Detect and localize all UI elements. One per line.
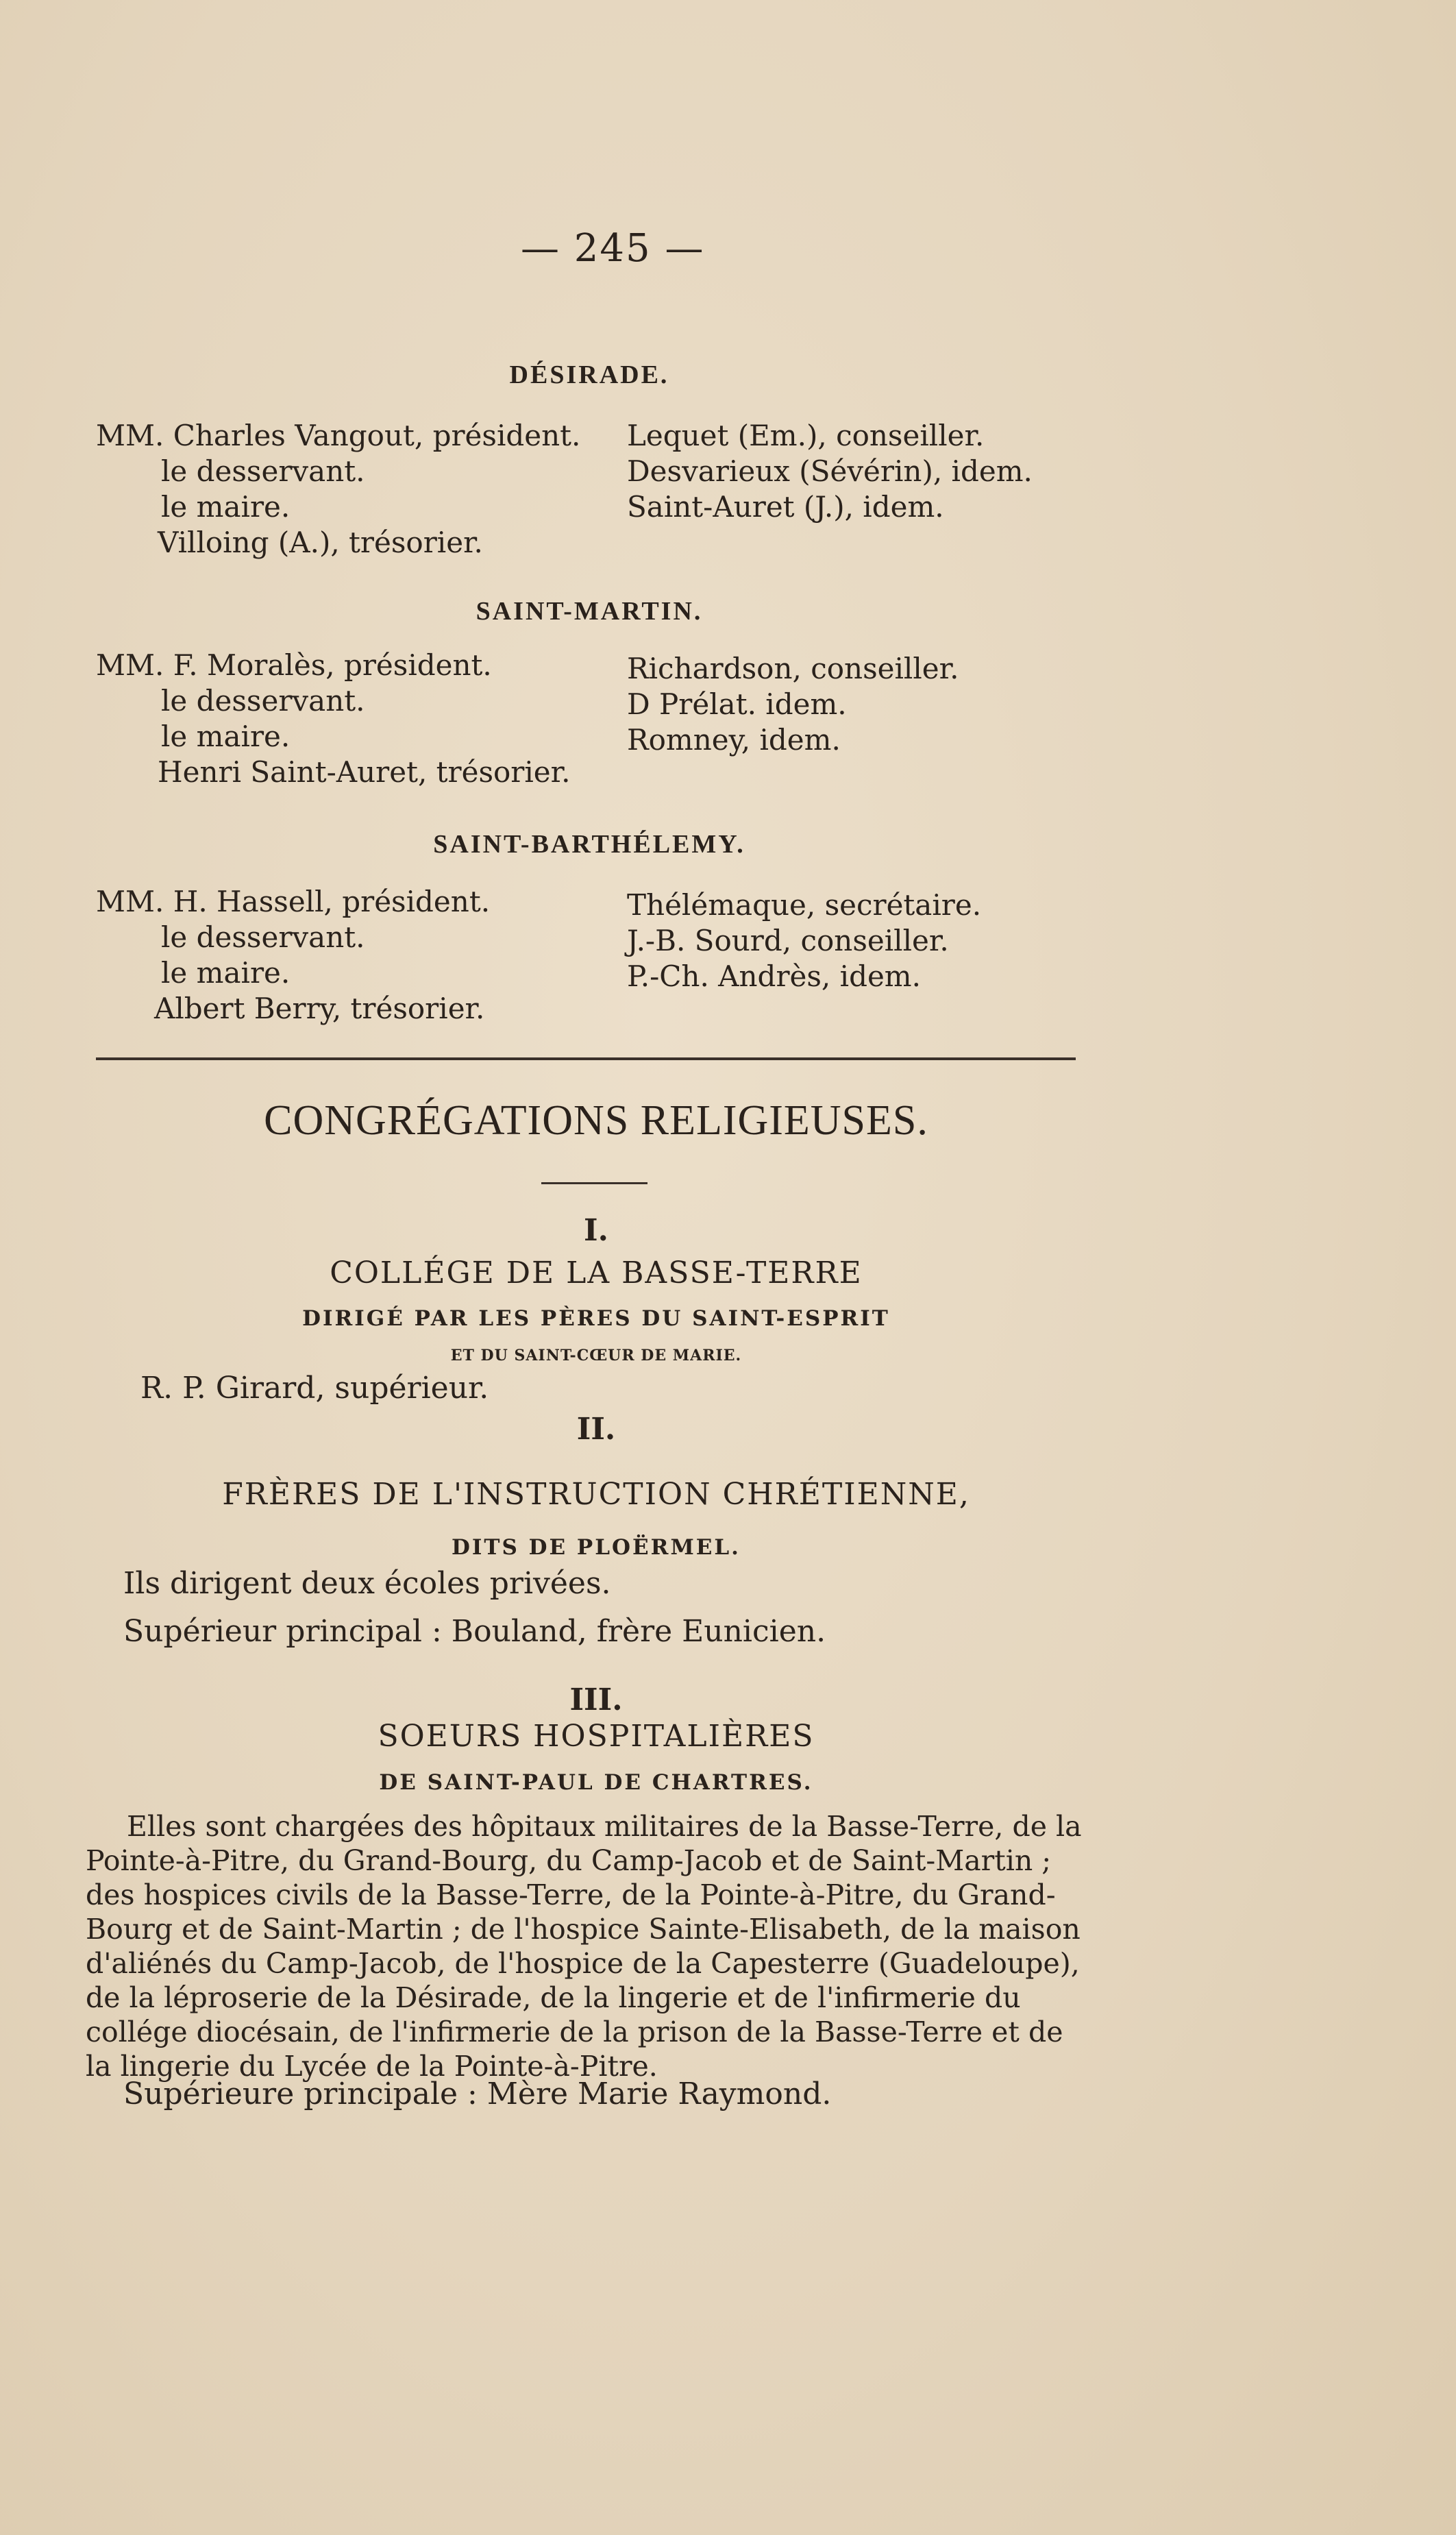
list-item: MM. Charles Vangout, président. (96, 419, 581, 452)
section-subtitle: DITS DE PLOËRMEL. (452, 1535, 741, 1560)
list-item: Lequet (Em.), conseiller. (627, 419, 985, 452)
list-item: Villoing (A.), trésorier. (158, 526, 483, 559)
text-line: Ils dirigent deux écoles privées. (123, 1566, 611, 1601)
paragraph-line: Elles sont chargées des hôpitaux militaires de la Basse-Terre, de la (127, 1810, 1082, 1843)
list-item: le desservant. (161, 920, 365, 954)
page-number: — 245 — (521, 226, 705, 271)
list-item: le maire. (161, 490, 291, 524)
list-item: le maire. (161, 956, 291, 990)
paragraph-line: Pointe-à-Pitre, du Grand-Bourg, du Camp-Jacob et de Saint-Martin ; (86, 1844, 1052, 1877)
desirade-right-column (627, 418, 1033, 525)
section-subtitle-secondary: ET DU SAINT-CŒUR DE MARIE. (450, 1347, 742, 1364)
section-heading-saint-martin: SAINT-MARTIN. (476, 597, 703, 626)
paragraph-line: collége diocésain, de l'infirmerie de la prison de la Basse-Terre et de (86, 2016, 1063, 2048)
paragraph-line: de la léproserie de la Désirade, de la lingerie et de l'infirmerie du (86, 1981, 1021, 2014)
list-item: Albert Berry, trésorier. (154, 992, 485, 1025)
divider-rule (96, 1057, 1076, 1060)
list-item: Romney, idem. (627, 723, 841, 757)
list-item: Henri Saint-Auret, trésorier. (158, 755, 571, 789)
list-item: MM. H. Hassell, président. (96, 885, 491, 918)
section-title: COLLÉGE DE LA BASSE-TERRE (330, 1256, 863, 1290)
section-heading-saint-barthelemy: SAINT-BARTHÉLEMY. (433, 830, 745, 859)
text-line: Supérieur principal : Bouland, frère Eunicien. (123, 1614, 826, 1649)
section-title: FRÈRES DE L'INSTRUCTION CHRÉTIENNE, (222, 1477, 970, 1512)
saint-martin-right-column (627, 651, 959, 758)
paragraph-line: Bourg et de Saint-Martin ; de l'hospice Sainte-Elisabeth, de la maison (86, 1913, 1081, 1946)
list-item: P.-Ch. Andrès, idem. (627, 959, 921, 993)
list-item: le desservant. (161, 454, 365, 488)
short-divider (541, 1182, 647, 1184)
list-item: D Prélat. idem. (627, 687, 847, 721)
saint-martin-left-column (96, 648, 570, 790)
list-item: J.-B. Sourd, conseiller. (627, 924, 949, 957)
paragraph-line: d'aliénés du Camp-Jacob, de l'hospice de la Capesterre (Guadeloupe), (86, 1947, 1080, 1980)
list-item: Saint-Auret (J.), idem. (627, 490, 944, 524)
paragraph-line: la lingerie du Lycée de la Pointe-à-Pitre. (86, 2050, 658, 2083)
list-item: Richardson, conseiller. (627, 652, 959, 685)
text-line: R. P. Girard, supérieur. (140, 1371, 489, 1406)
paragraph-line: des hospices civils de la Basse-Terre, de la Pointe-à-Pitre, du Grand- (86, 1878, 1056, 1911)
main-heading: CONGRÉGATIONS RELIGIEUSES. (264, 1097, 928, 1144)
section-numeral: I. (584, 1213, 608, 1248)
list-item: Desvarieux (Sévérin), idem. (627, 454, 1033, 488)
body-paragraph (86, 1809, 1127, 2083)
list-item: le desservant. (161, 684, 365, 718)
section-heading-desirade: DÉSIRADE. (509, 360, 669, 389)
section-subtitle: DE SAINT-PAUL DE CHARTRES. (379, 1770, 813, 1795)
list-item: Thélémaque, secrétaire. (627, 888, 982, 922)
section-numeral: II. (576, 1412, 616, 1447)
saint-barthelemy-left-column (96, 884, 490, 1027)
section-numeral: III. (569, 1682, 623, 1717)
text-line: Supérieure principale : Mère Marie Raymond. (123, 2077, 832, 2111)
saint-barthelemy-right-column (627, 887, 981, 994)
list-item: MM. F. Moralès, président. (96, 648, 492, 682)
section-title: SOEURS HOSPITALIÈRES (378, 1719, 815, 1754)
desirade-left-column (96, 418, 580, 561)
section-subtitle: DIRIGÉ PAR LES PÈRES DU SAINT-ESPRIT (302, 1306, 890, 1331)
list-item: le maire. (161, 720, 291, 753)
